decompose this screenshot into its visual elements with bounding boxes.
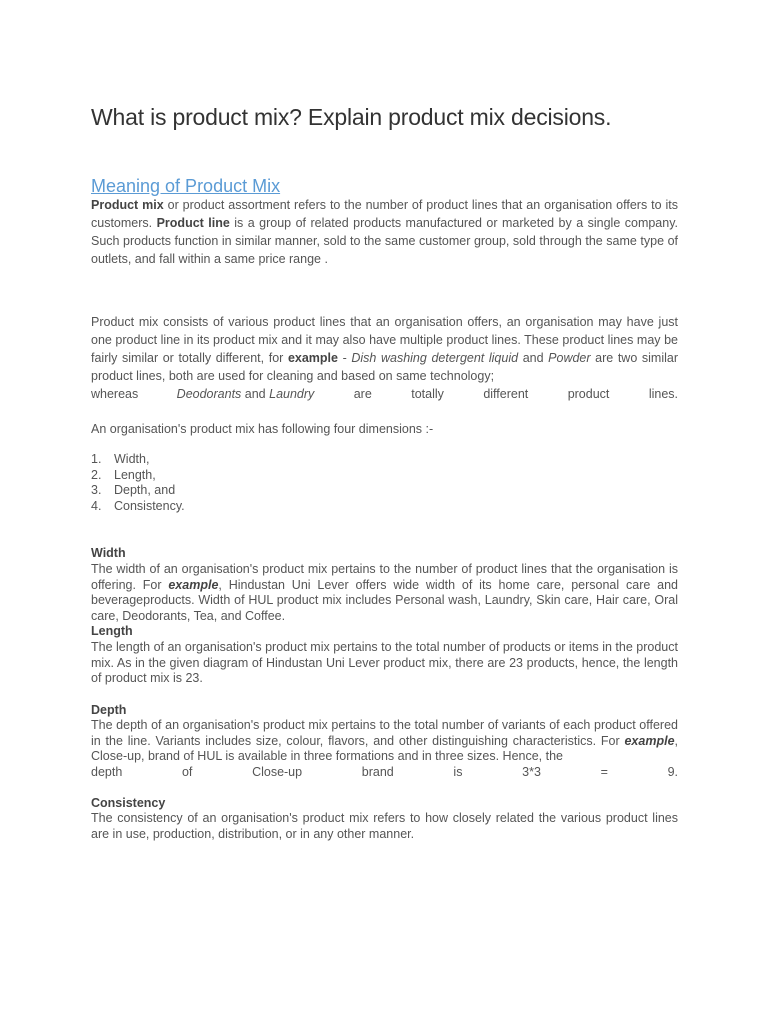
depth-word: = bbox=[600, 764, 608, 779]
dimensions-list bbox=[91, 452, 185, 514]
depth-last-line bbox=[91, 765, 678, 781]
depth-word: is bbox=[453, 764, 463, 779]
para2-and: and bbox=[518, 351, 549, 365]
para2-word-laundry: Laundry bbox=[269, 387, 315, 401]
length-heading: Length bbox=[91, 624, 133, 638]
depth-word: depth bbox=[91, 764, 123, 779]
list-item-number: 1. bbox=[91, 452, 102, 466]
para2-last-line bbox=[91, 385, 678, 403]
intro-text-2: is a group of related products manufactured or marketed by a single company. Such products function in similar manner, sold to the same customer group, sold through the same type of outlets, and fall within a same price range . bbox=[91, 216, 679, 266]
para2-word: different bbox=[483, 387, 529, 401]
para2-word-deodorants: Deodorants bbox=[176, 387, 242, 401]
depth-word: brand bbox=[361, 764, 394, 779]
consistency-paragraph: The consistency of an organisation's product mix refers to how closely related the various product lines are in use, production, distribution, or in any other manner. bbox=[91, 811, 678, 841]
depth-example-label: example bbox=[624, 733, 675, 748]
width-heading: Width bbox=[91, 546, 126, 560]
dimensions-intro: An organisation's product mix has following four dimensions :- bbox=[91, 422, 434, 436]
term-product-mix: Product mix bbox=[91, 198, 164, 212]
list-item-number: 4. bbox=[91, 498, 102, 513]
product-mix-paragraph bbox=[91, 313, 678, 403]
para2-word: product bbox=[567, 387, 610, 401]
list-item-label: Width, bbox=[114, 452, 150, 466]
depth-word: of bbox=[181, 764, 193, 779]
consistency-heading: Consistency bbox=[91, 796, 166, 810]
para2-word: are bbox=[353, 387, 372, 401]
intro-paragraph bbox=[91, 196, 678, 268]
width-paragraph bbox=[91, 562, 678, 624]
example-item-powder: Powder bbox=[548, 351, 591, 365]
width-text-1: The width of an organisation's product mix pertains to the number of product lines that the organisation is offering. For bbox=[91, 562, 678, 592]
depth-heading: Depth bbox=[91, 703, 127, 717]
list-item-label: Length, bbox=[114, 467, 156, 482]
para2-word: lines. bbox=[648, 387, 678, 401]
section-heading-meaning: Meaning of Product Mix bbox=[91, 176, 281, 196]
depth-paragraph bbox=[91, 718, 678, 780]
list-item-label: Depth, and bbox=[114, 483, 176, 498]
list-item-number: 3. bbox=[91, 483, 102, 498]
depth-word: 3*3 bbox=[522, 764, 541, 779]
para2-text-1: Product mix consists of various product lines that an organisation offers, an organisation may have just one product line in its product mix and it may also have multiple product lines. These product lines may be fairly similar or totally different, for bbox=[91, 315, 678, 365]
list-item-number: 2. bbox=[91, 467, 102, 482]
para2-text-2: are two similar product lines, both are used for cleaning and based on same technology; bbox=[91, 351, 679, 383]
depth-word: Close-up bbox=[252, 764, 303, 779]
example-item-dish-liquid: Dish washing detergent liquid bbox=[351, 351, 519, 365]
length-paragraph: The length of an organisation's product mix pertains to the total number of products or items in the product mix. As in the given diagram of Hindustan Uni Lever product mix, there are 23 products, hence, the length of product mix is 23. bbox=[91, 640, 678, 686]
list-item bbox=[91, 499, 185, 515]
depth-text-2: , Close-up, brand of HUL is available in three formations and in three sizes. Hence, the bbox=[91, 733, 678, 764]
intro-text-1: or product assortment refers to the number of product lines that an organisation offers to its customers. bbox=[91, 198, 678, 230]
page-title: What is product mix? Explain product mix decisions. bbox=[91, 104, 612, 130]
width-example-label: example bbox=[168, 577, 219, 592]
depth-word: 9. bbox=[667, 764, 678, 779]
para2-dash: - bbox=[337, 351, 352, 365]
example-label: example bbox=[287, 351, 338, 365]
para2-word: totally bbox=[411, 387, 444, 401]
width-text-2: , Hindustan Uni Lever offers wide width of its home care, personal care and beverageproducts. Width of HUL product mix includes Personal wash, Laundry, Skin care, Hair care, Oral care, Deodorants, Tea, and Coffee. bbox=[91, 577, 678, 623]
list-item bbox=[91, 452, 185, 468]
list-item bbox=[91, 468, 185, 484]
term-product-line: Product line bbox=[156, 216, 230, 230]
para2-word: whereas bbox=[91, 387, 139, 401]
depth-text-1: The depth of an organisation's product mix pertains to the total number of variants of each product offered in the line. Variants includes size, colour, flavors, and other distinguishing characteristics. For bbox=[91, 718, 678, 748]
list-item-label: Consistency. bbox=[114, 498, 185, 513]
list-item bbox=[91, 483, 185, 499]
para2-word: and bbox=[244, 387, 266, 401]
